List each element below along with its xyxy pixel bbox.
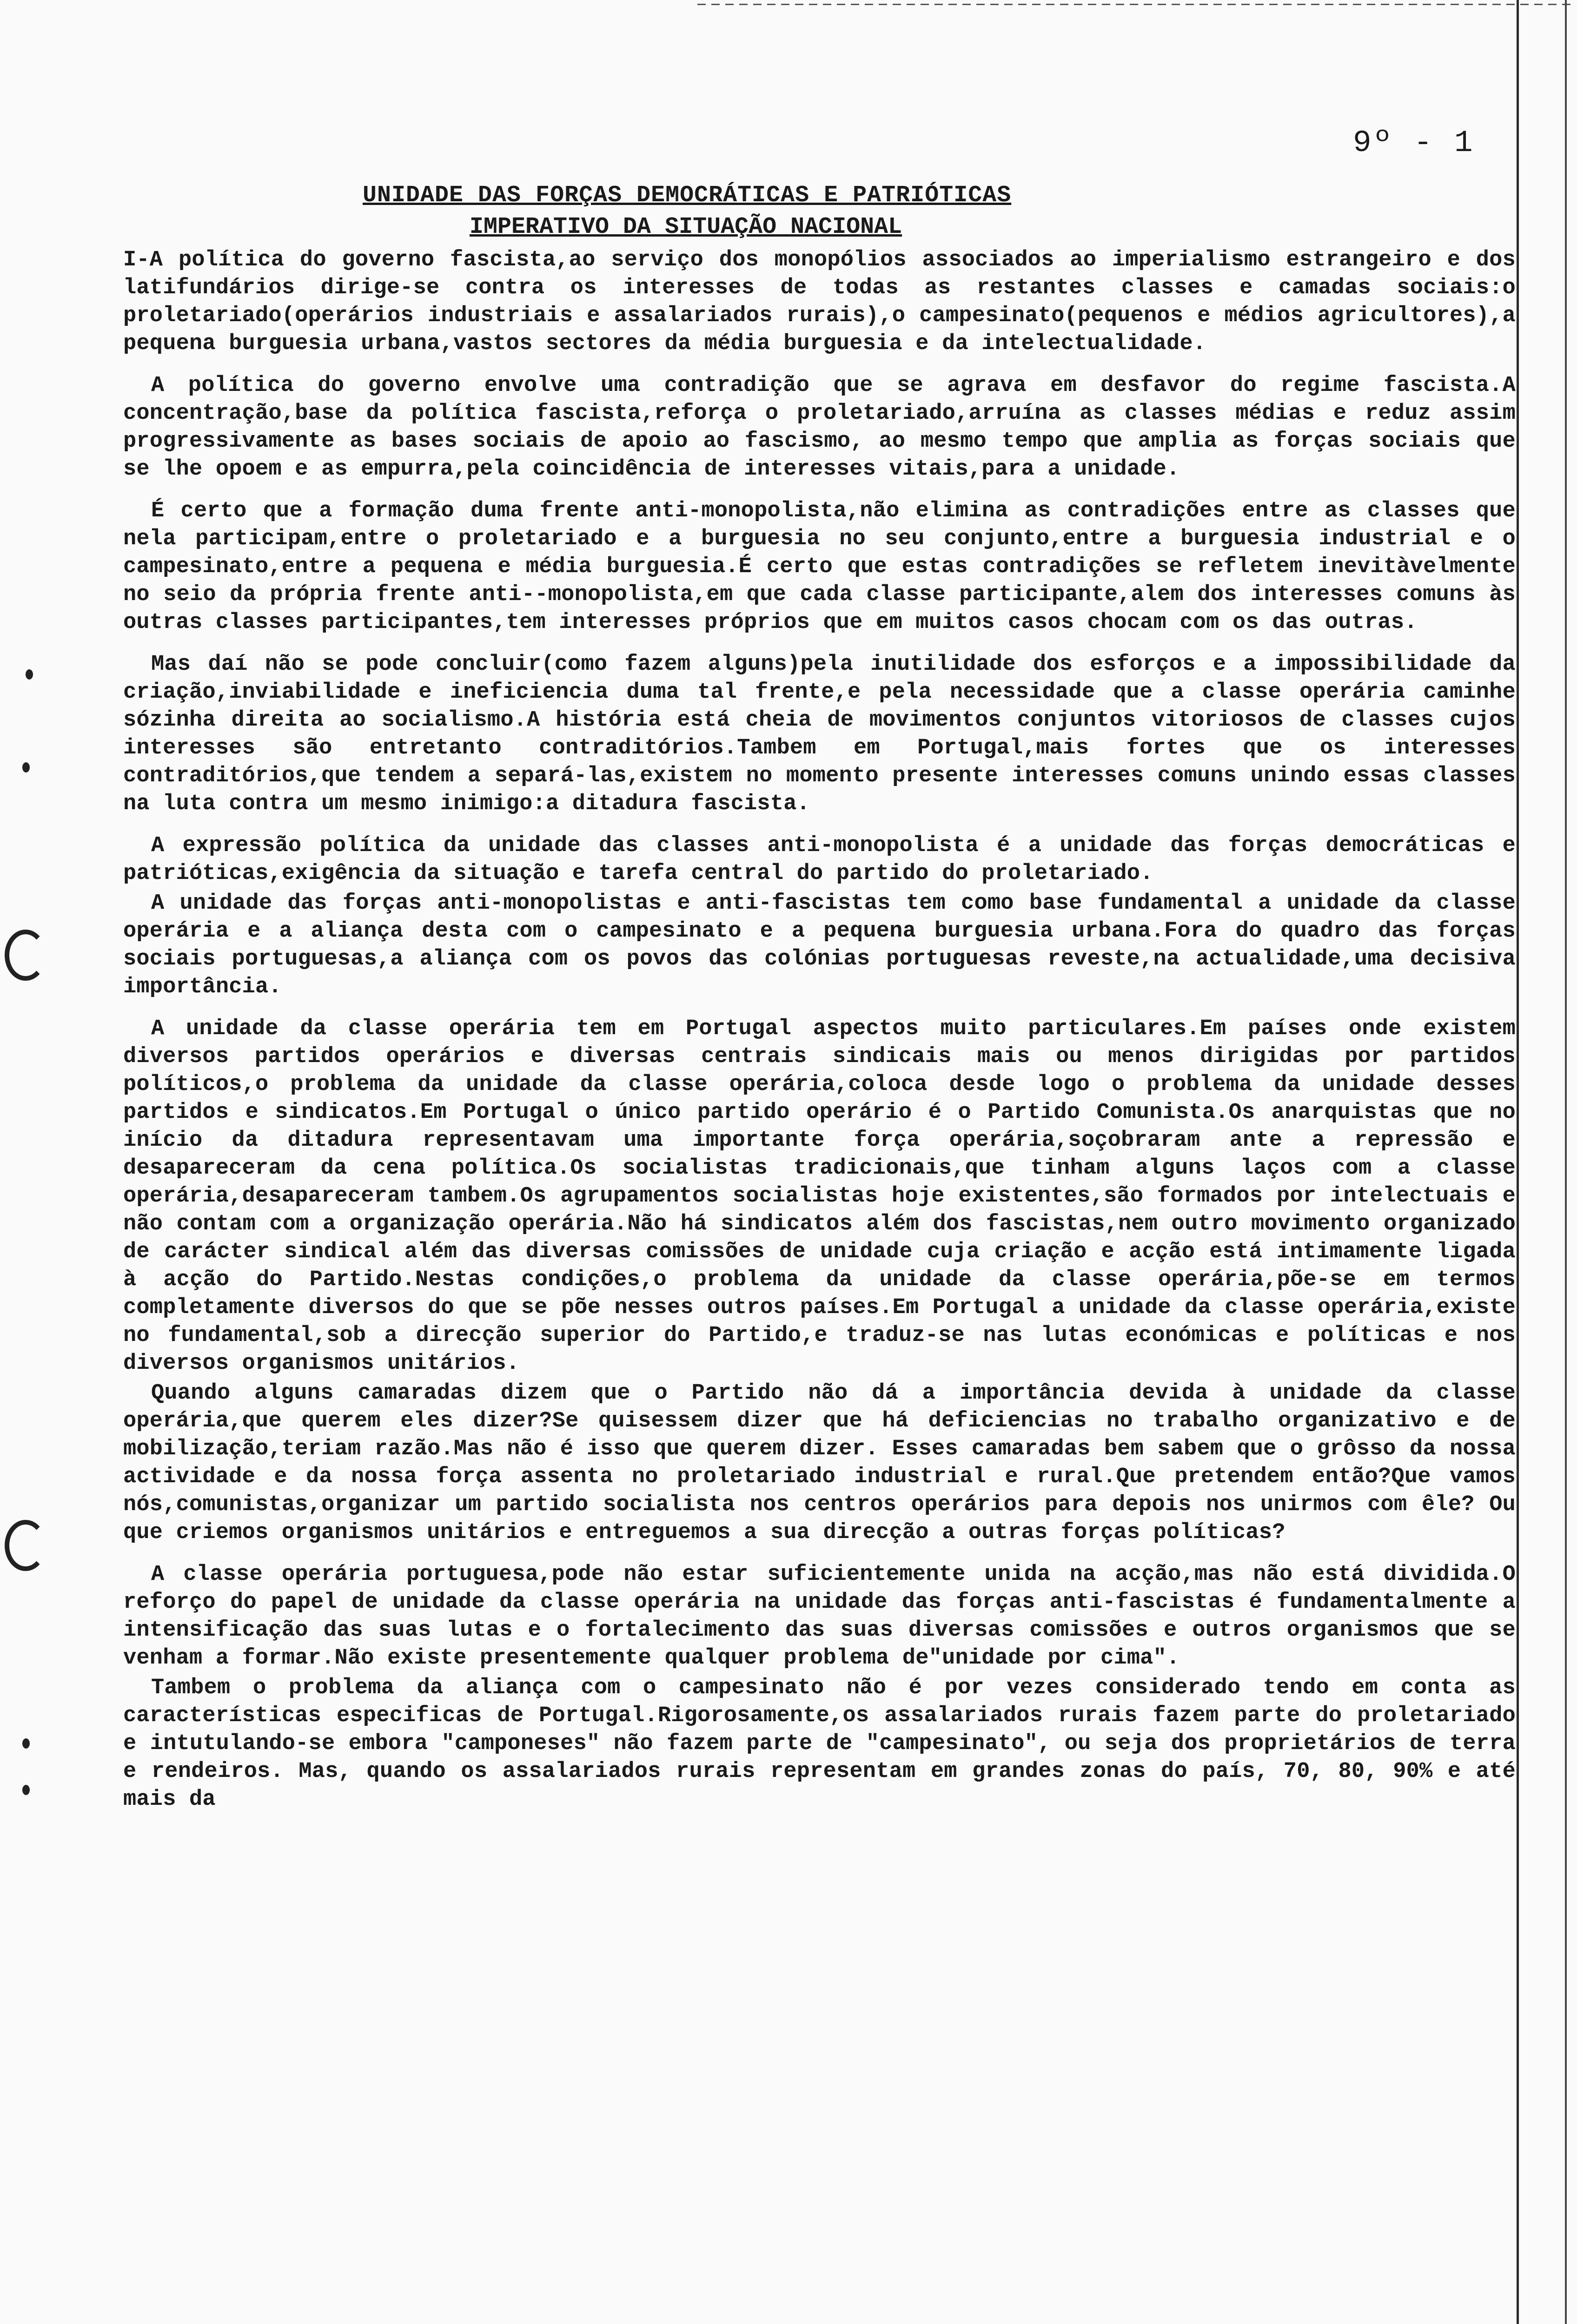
- paragraph: Quando alguns camaradas dizem que o Partido não dá a importância devida à unidade da classe operária,que querem eles dizer?Se quisessem dizer que há deficiencias no trabalho organizativo e de mobilização,teriam razão.Mas não é isso que querem dizer. Esses camaradas bem sabem que o grôsso da nossa actividade e da nossa força assenta no proletariado industrial e rural.Que pretendem então?Que vamos nós,comunistas,organizar um partido socialista nos centros operários para depois nos unirmos com êle? Ou que criemos organismos unitários e entreguemos a sua direcção a outras forças políticas?: [123, 1381, 1516, 1545]
- page-number: 9º - 1: [1353, 125, 1475, 160]
- body-text: [123, 246, 1516, 1828]
- scan-mark: [22, 762, 30, 772]
- paragraph: A unidade da classe operária tem em Portugal aspectos muito particulares.Em países onde existem diversos partidos operários e diversas centrais sindicais mais ou menos dirigidas por partidos políticos,o problema da unidade da classe operária,coloca desde logo o problema da unidade desses partidos e sindicatos.Em Portugal o único partido operário é o Partido Comunista.Os anarquistas que no início da ditadura representavam uma importante força operária,soçobraram ante a repressão e desapareceram da cena política.Os socialistas tradicionais,que tinham alguns laços com a classe operária,desapareceram tambem.Os agrupamentos socialistas hoje existentes,são formados por intelectuais e não contam com a organização operária.Não há sindicatos além dos fascistas,nem outro movimento organizado de carácter sindical além das diversas comissões de unidade cuja criação e acção está intimamente ligada à acção do Partido.Nestas condições,o problema da unidade da classe operária,põe-se em termos completamente diversos do que se põe nesses outros países.Em Portugal a unidade da classe operária,existe no fundamental,sob a direcção superior do Partido,e traduz-se nas lutas económicas e políticas e nos diversos organismos unitários.: [123, 1017, 1516, 1376]
- paragraph: Mas daí não se pode concluir(como fazem alguns)pela inutilidade dos esforços e a impossibilidade da criação,inviabilidade e ineficiencia duma tal frente,e pela necessidade que a classe operária caminhe sózinha direita ao socialismo.A história está cheia de movimentos conjuntos vitoriosos de classes cujos interesses são entretanto contraditórios.Tambem em Portugal,mais fortes que os interesses contraditórios,que tendem a separá-las,existem no momento presente interesses comuns unindo essas classes na luta contra um mesmo inimigo:a ditadura fascista.: [123, 652, 1516, 816]
- scan-mark: [22, 1785, 30, 1795]
- paragraph: A unidade das forças anti-monopolistas e anti-fascistas tem como base fundamental a unidade da classe operária e a aliança desta com o campesinato e a pequena burguesia urbana.Fora do quadro das forças sociais portuguesas,a aliança com os povos das colónias portuguesas reveste,na actualidade,uma decisiva importância.: [123, 891, 1516, 999]
- punch-hole-bottom: [5, 1520, 46, 1571]
- scan-right-rule: [1517, 0, 1519, 2324]
- document-title: UNIDADE DAS FORÇAS DEMOCRÁTICAS E PATRIÓTICAS: [363, 182, 1012, 209]
- scan-mark: [22, 1738, 30, 1749]
- document-subtitle: IMPERATIVO DA SITUAÇÃO NACIONAL: [470, 214, 902, 240]
- paragraph: É certo que a formação duma frente anti-monopolista,não elimina as contradições entre as classes que nela participam,entre o proletariado e a burguesia no seu conjunto,entre a burguesia industrial e o campesinato,entre a pequena e média burguesia.É certo que estas contradições se refletem inevitàvelmente no seio da própria frente anti--monopolista,em que cada classe participante,alem dos interesses comuns às outras classes participantes,tem interesses próprios que em muitos casos chocam com os das outras.: [123, 499, 1516, 635]
- paragraph: Tambem o problema da aliança com o campesinato não é por vezes considerado tendo em conta as características especificas de Portugal.Rigorosamente,os assalariados rurais fazem parte do proletariado e intutulando-se embora "camponeses" não fazem parte de "campesinato", ou seja dos proprietários de terra e rendeiros. Mas, quando os assalariados rurais representam em grandes zonas do país, 70, 80, 90% e até mais da: [123, 1676, 1516, 1812]
- paragraph: A expressão política da unidade das classes anti-monopolista é a unidade das forças democráticas e patrióticas,exigência da situação e tarefa central do partido do proletariado.: [123, 833, 1516, 886]
- scan-mark: [26, 669, 33, 680]
- scan-page-edge: [1565, 0, 1567, 2324]
- scan-top-edge: [697, 4, 1571, 5]
- punch-hole-top: [5, 930, 46, 981]
- paragraph: A política do governo envolve uma contradição que se agrava em desfavor do regime fascista.A concentração,base da política fascista,reforça o proletariado,arruína as classes médias e reduz assim progressivamente as bases sociais de apoio ao fascismo, ao mesmo tempo que amplia as forças sociais que se lhe opoem e as empurra,pela coincidência de interesses vitais,para a unidade.: [123, 373, 1516, 482]
- paragraph: A classe operária portuguesa,pode não estar suficientemente unida na acção,mas não está dividida.O reforço do papel de unidade da classe operária na unidade das forças anti-fascistas é fundamentalmente a intensificação das suas lutas e o fortalecimento das suas diversas comissões e outros organismos que se venham a formar.Não existe presentemente qualquer problema de"unidade por cima".: [123, 1562, 1516, 1670]
- paragraph: I-A política do governo fascista,ao serviço dos monopólios associados ao imperialismo estrangeiro e dos latifundários dirige-se contra os interesses de todas as restantes classes e camadas sociais:o proletariado(operários industriais e assalariados rurais),o campesinato(pequenos e médios agricultores),a pequena burguesia urbana,vastos sectores da média burguesia e da intelectualidade.: [123, 248, 1516, 356]
